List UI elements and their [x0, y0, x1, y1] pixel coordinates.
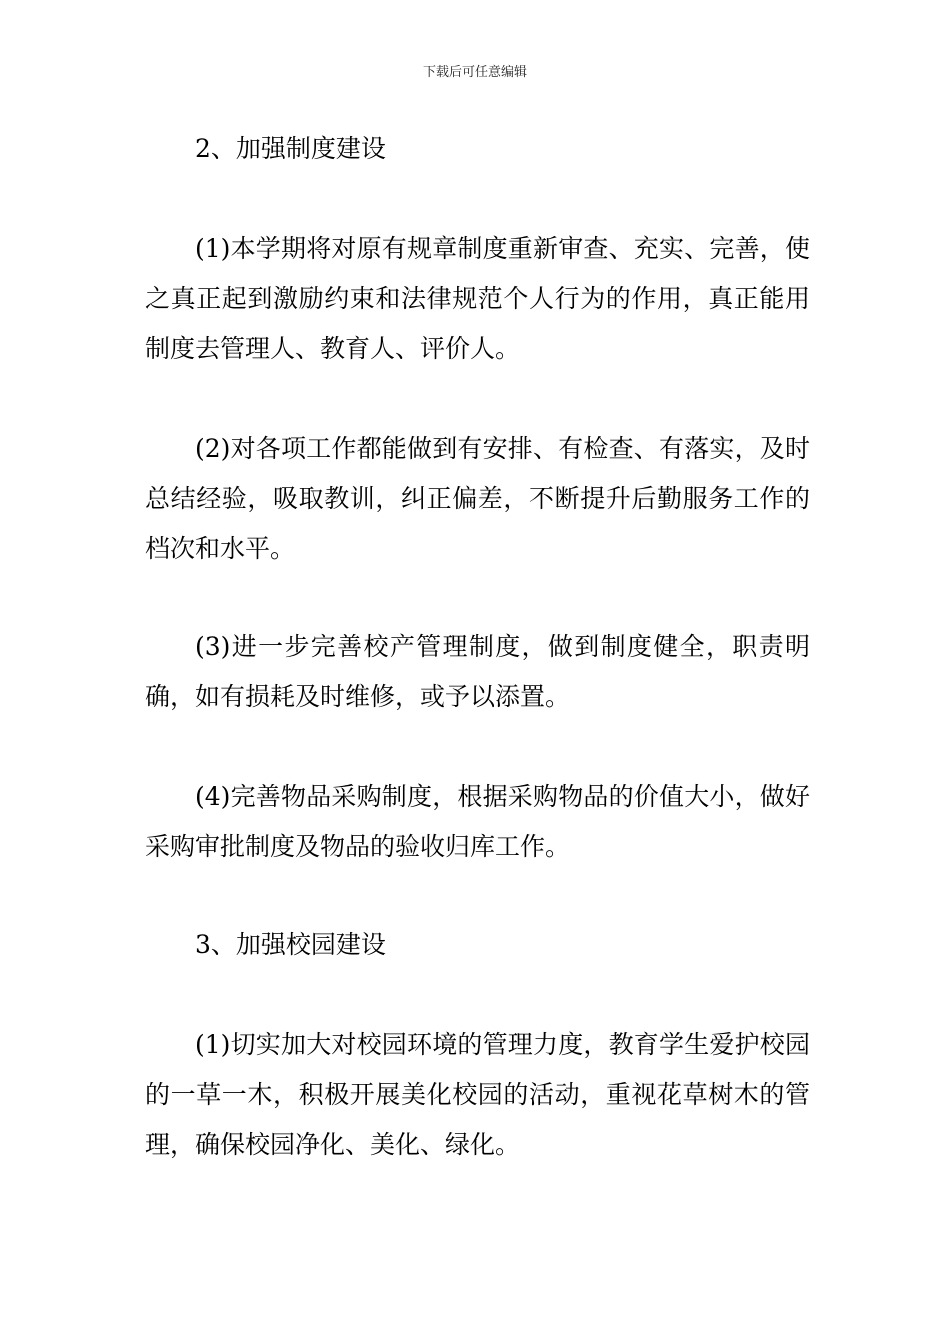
paragraph-2-3: (3)进一步完善校产管理制度，做到制度健全，职责明确，如有损耗及时维修，或予以添置。	[145, 632, 810, 711]
paragraph-3-1: (1)切实加大对校园环境的管理力度，教育学生爱护校园的一草一木，积极开展美化校园的活动，重视花草树木的管理，确保校园净化、美化、绿化。	[145, 1030, 810, 1159]
paragraph-2-2: (2)对各项工作都能做到有安排、有检查、有落实，及时总结经验，吸取教训，纠正偏差，不断提升后勤服务工作的档次和水平。	[145, 434, 810, 563]
section-heading-2: 2、加强制度建设	[195, 134, 386, 163]
paragraph-2-1: (1)本学期将对原有规章制度重新审查、充实、完善，使之真正起到激励约束和法律规范个人行为的作用，真正能用制度去管理人、教育人、评价人。	[145, 234, 810, 363]
paragraph-2-4: (4)完善物品采购制度，根据采购物品的价值大小，做好采购审批制度及物品的验收归库工作。	[145, 782, 810, 861]
section-heading-3: 3、加强校园建设	[195, 930, 386, 959]
header-note: 下载后可任意编辑	[422, 65, 527, 80]
